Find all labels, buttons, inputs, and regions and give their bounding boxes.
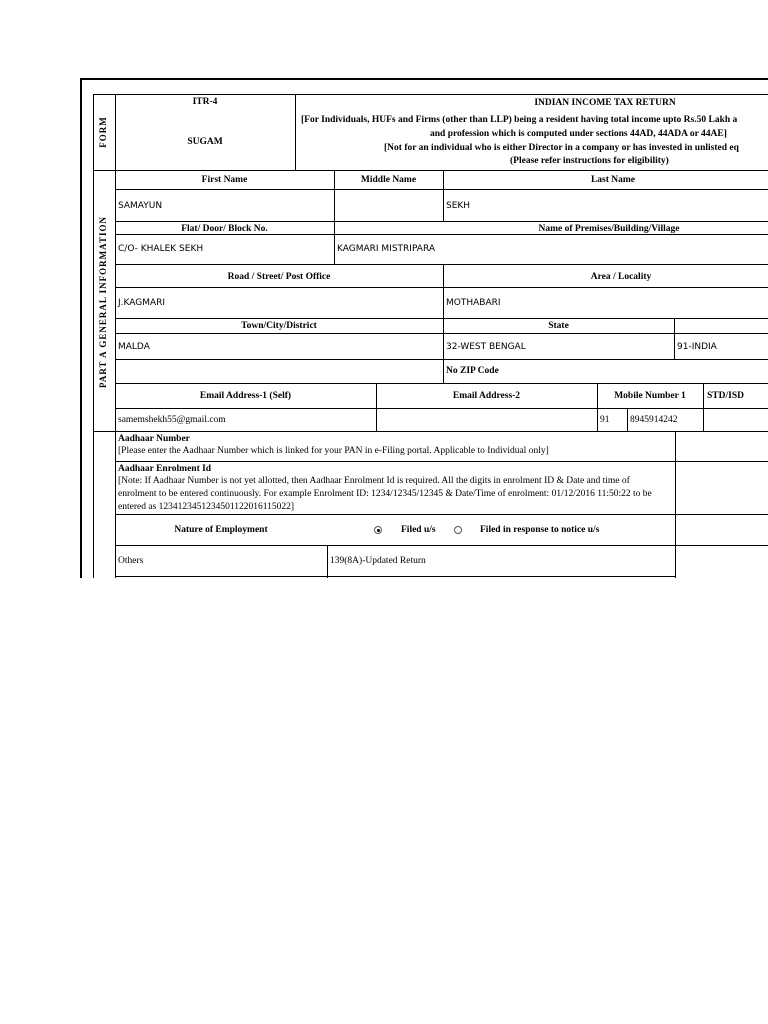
- road-label: Road / Street/ Post Office: [227, 272, 331, 282]
- form-side-label: FORM: [98, 116, 108, 148]
- aadhaar-number-note: [Please enter the Aadhaar Number which is linked for your PAN in e-Filing portal. Applicable to Individual only]: [118, 446, 549, 456]
- last-name-field[interactable]: SEKH: [446, 201, 471, 211]
- state-label: State: [548, 321, 569, 331]
- aadhaar-enrolment-note-3: entered as 1234123451234501122016115022]: [118, 502, 295, 512]
- last-name-label: Last Name: [590, 175, 636, 185]
- employment-field[interactable]: Others: [118, 556, 144, 566]
- flat-field[interactable]: C/O- KHALEK SEKH: [118, 244, 204, 254]
- eligibility-line-3: [Not for an individual who is either Director in a company or has invested in unlisted eq: [384, 143, 739, 153]
- filed-section-field[interactable]: 139(8A)-Updated Return: [330, 556, 426, 566]
- return-title: INDIAN INCOME TAX RETURN: [534, 98, 676, 108]
- state-field[interactable]: 32-WEST BENGAL: [446, 342, 526, 352]
- area-label: Area / Locality: [590, 272, 652, 282]
- email1-field[interactable]: samemshekh55@gmail.com: [118, 415, 226, 425]
- eligibility-line-1: [For Individuals, HUFs and Firms (other than LLP) being a resident having total income upto Rs.50 Lakh a: [301, 115, 738, 125]
- aadhaar-number-label: Aadhaar Number: [118, 434, 190, 444]
- flat-label: Flat/ Door/ Block No.: [181, 224, 268, 234]
- sheet-top-border: [80, 78, 768, 80]
- filed-us-label: Filed u/s: [401, 525, 436, 535]
- form-name: SUGAM: [187, 137, 223, 147]
- employment-label: Nature of Employment: [174, 525, 268, 535]
- aadhaar-enrolment-note-2: enrolment to be entered continuously. For example Enrolment ID: 1234/12345/12345 & Date/Time of enrolment: 01/12/2016 11:50:22 to be: [118, 489, 652, 499]
- form-code: ITR-4: [192, 97, 218, 107]
- town-field[interactable]: MALDA: [118, 342, 150, 352]
- mobile-code-field[interactable]: 91: [600, 415, 610, 425]
- std-label: STD/ISD: [707, 391, 744, 401]
- eligibility-line-4: (Please refer instructions for eligibility): [510, 156, 669, 166]
- first-name-label: First Name: [201, 175, 248, 185]
- eligibility-line-2: and profession which is computed under sections 44AD, 44ADA or 44AE]: [430, 129, 727, 139]
- middle-name-label: Middle Name: [360, 175, 417, 185]
- mobile-field[interactable]: 8945914242: [630, 415, 678, 425]
- road-field[interactable]: J.KAGMARI: [118, 298, 166, 308]
- aadhaar-enrolment-label: Aadhaar Enrolment Id: [118, 464, 212, 474]
- notice-label: Filed in response to notice u/s: [480, 525, 600, 535]
- premises-field[interactable]: KAGMARI MISTRIPARA: [337, 244, 435, 254]
- sheet-left-border: [80, 78, 82, 578]
- country-field[interactable]: 91-INDIA: [677, 342, 717, 352]
- aadhaar-enrolment-note-1: [Note: If Aadhaar Number is not yet allotted, then Aadhaar Enrolment Id is required. All the digits in enrolment ID & Date and time of: [118, 476, 630, 486]
- email2-label: Email Address-2: [452, 391, 521, 401]
- premises-label: Name of Premises/Building/Village: [538, 224, 680, 234]
- notice-radio[interactable]: [454, 526, 462, 534]
- filed-us-radio[interactable]: [374, 526, 382, 534]
- town-label: Town/City/District: [241, 321, 317, 331]
- mobile-label: Mobile Number 1: [614, 391, 686, 401]
- first-name-field[interactable]: SAMAYUN: [118, 201, 163, 211]
- email1-label: Email Address-1 (Self): [199, 391, 292, 401]
- zip-label: No ZIP Code: [446, 366, 499, 376]
- area-field[interactable]: MOTHABARI: [446, 298, 501, 308]
- part-a-side-label: PART A GENERAL INFORMATION: [98, 216, 108, 388]
